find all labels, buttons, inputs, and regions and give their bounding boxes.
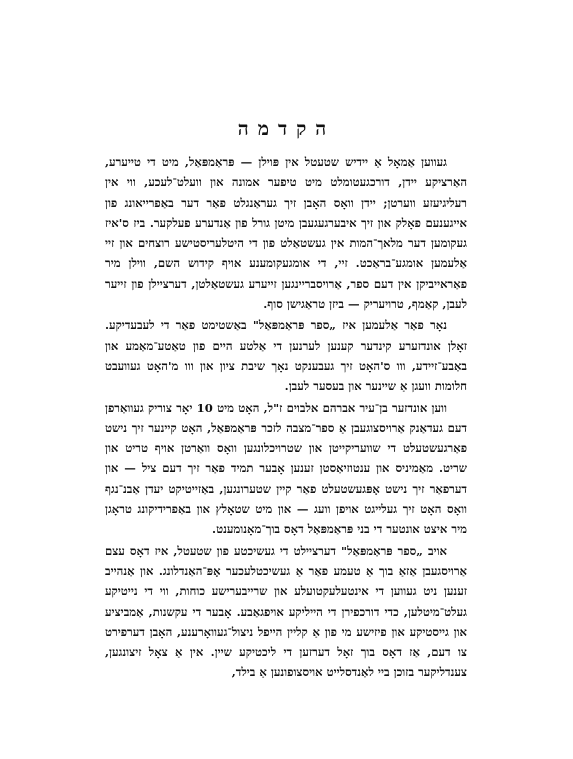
page-title: הקדמה [237, 118, 336, 140]
paragraph-2: נאָר פאַר אַלעמען איז „ספר פּראַמפּאַל" באַשטימט פאַר די לעבעדיקע. זאָלן אונדזערע קינדער קענען לערנען די אַלטע היים פון טאַטע־מאַמע און באַבע־זיידע, ווו ס'האָט זיך געבענקט נאָך שיבת ציון און ווו מ'האָט געוועבט חלומות וועגן אַ שיינער און בעסער לעבן. [105, 318, 467, 394]
paragraph-3: ווען אונדזער בן־עיר אברהם אלבוים ז"ל, האָט מיט 10 יאָר צוריק געוואַרפן דעם געדאַנק אַרויסצוגעבן אַ ספר־מצבה לזכר פּראַמפּאַל, האָט קיינער זיך נישט פאַרגעשטעלט די שוועריקייטן און שטרויכלונגען וואָס וואַרטן אויף טריט און שריט. מאַמיניס און ענטוזיאַסטן זענען אָבער תמיד פאַר זיך דעם ציל — און דערפאַר זיך נישט אָפּגעשטעלט פאַר קיין שטערונגען, באַזייטיקט יעדן אַבנ־נגף וואָס האָט זיך געלייגט אויפן וועג — און מיט שטאָלץ און באַפרידיקונג טראָגן מיר איצט אונטער די בני פּראַמפּאַל דאָס בוך־מאָנומענט. [105, 400, 467, 537]
body-text [105, 152, 467, 684]
paragraph-1: געווען אַמאָל אַ יידיש שטעטל אין פּוילן — פּראַמפּאַל, מיט די טייערע, האַרציקע יידן, דורכגעטומלט מיט טיפער אמונה און וועלט־לעכע, ווי אין רעליגיעזע ווערטן; יידן וואָס האָבן זיך געראַנגלט פאַר דער באַפרייאונג פון אייגענעם פאָלק און זיך איבערגעגעבן מיטן גורל פון אַנדערע פעלקער. ביז ס'איז געקומען דער מלאך־המות אין געשטאַלט פון די היטלעריסטישע רוצחים און זיי אַלעמען אומגע־בראַכט. זיי, די אומגעקומענע אויף קידוש השם, ווילן מיר פאַראייביקן אין דעם ספר, אַרויסבריינגען זייערע געשטאַלטן, דערציילן פון זייער לעבן, קאַמף, טרויעריק — ביזן טראַגישן סוף. [105, 155, 467, 312]
paragraph-4: אויב „ספר פּראַמפּאַל" דערציילט די געשיכטע פון שטעטל, איז דאָס עצם אַרויסגעבן אַזאַ בוך אַ טעמע פאַר אַ געשיכטלעכער אָפּ־האַנדלונג. און אַנהייב זענען ניט געווען די אינטעלעקטועלע און שרייבערישע כוחות, ווי די נייטיקע געלט־מיטלען, כדי דורכפירן די הייליקע אויפגאַבע. אָבער די עקשנות, אַמביציע און גייסטיקע און פיזישע מי פון אַ קליין הייפל ניצול־געוואָרענע, האָבן דערפירט צו דעם, אַז דאָס בוך זאָל דערזען די ליכטיקע שיין. אין אַ צאָל זיצונגען, צענדליקער בזוכן ביי לאַנדסלייט אויסצופונען אַ בילד, [105, 543, 467, 680]
